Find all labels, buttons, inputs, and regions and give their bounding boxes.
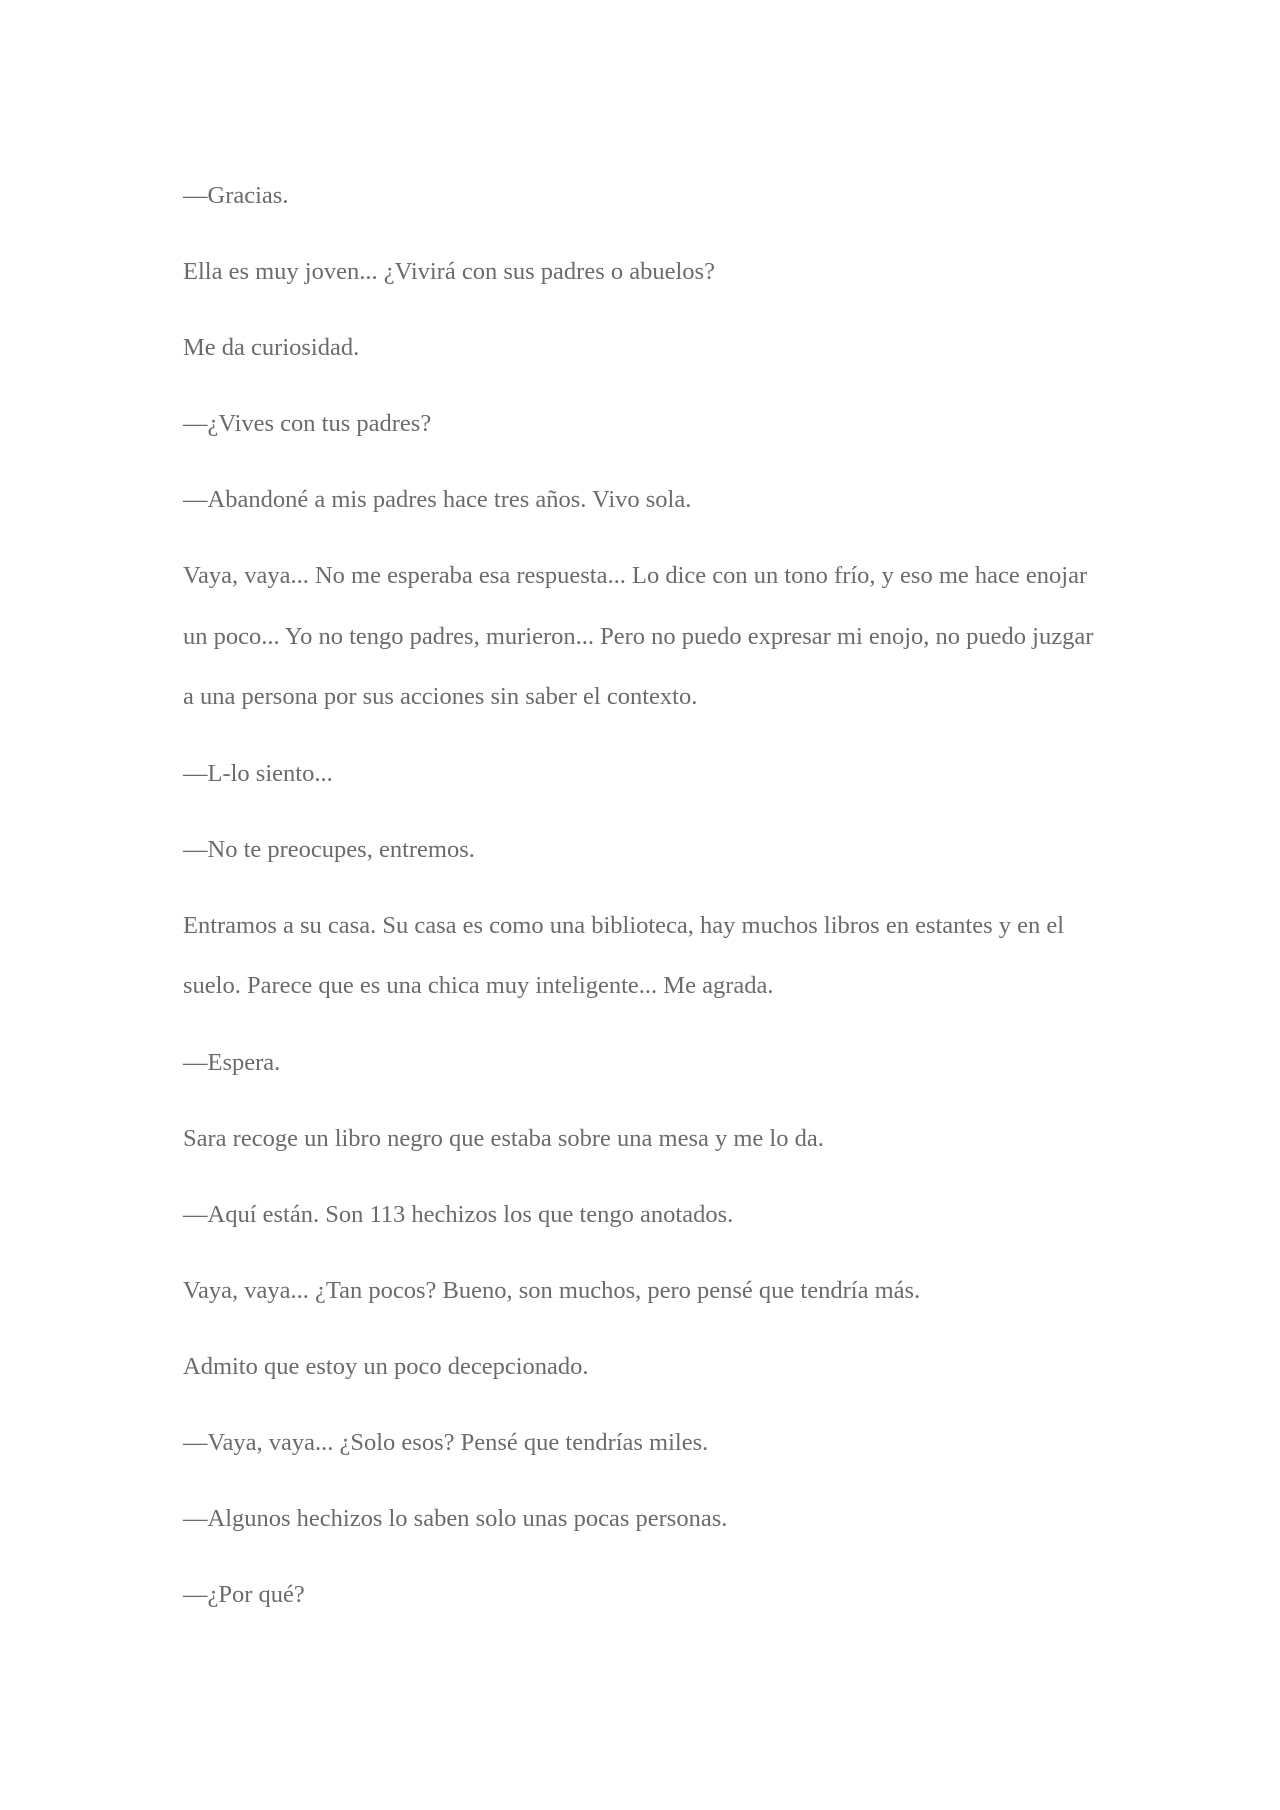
paragraph: —Aquí están. Son 113 hechizos los que tengo anotados.: [183, 1200, 734, 1228]
paragraph: Admito que estoy un poco decepcionado.: [183, 1352, 589, 1380]
paragraph: —Algunos hechizos lo saben solo unas pocas personas.: [183, 1504, 728, 1532]
document-body: [183, 180, 1103, 1655]
paragraph: Entramos a su casa. Su casa es como una biblioteca, hay muchos libros en estantes y en el suelo. Parece que es una chica muy inteligente... Me agrada.: [183, 911, 1065, 999]
paragraph: Me da curiosidad.: [183, 334, 360, 361]
paragraph: —Abandoné a mis padres hace tres años. Vivo sola.: [183, 486, 692, 513]
paragraph: —No te preocupes, entremos.: [183, 835, 475, 863]
paragraph: —Vaya, vaya... ¿Solo esos? Pensé que tendrías miles.: [183, 1428, 709, 1456]
paragraph: —Gracias.: [183, 182, 289, 209]
paragraph: Vaya, vaya... No me esperaba esa respuesta... Lo dice con un tono frío, y eso me hace enojar un poco... Yo no tengo padres, murieron... Pero no puedo expresar mi enojo, no puedo juzgar a una persona por sus acciones sin saber el contexto.: [183, 562, 1094, 710]
paragraph: Sara recoge un libro negro que estaba sobre una mesa y me lo da.: [183, 1124, 824, 1152]
paragraph: —Espera.: [183, 1048, 281, 1076]
paragraph: Vaya, vaya... ¿Tan pocos? Bueno, son muchos, pero pensé que tendría más.: [183, 1276, 921, 1304]
paragraph: Ella es muy joven... ¿Vivirá con sus padres o abuelos?: [183, 258, 715, 285]
paragraph: —¿Por qué?: [183, 1580, 305, 1608]
paragraph: —L-lo siento...: [183, 759, 333, 787]
paragraph: —¿Vives con tus padres?: [183, 410, 432, 437]
